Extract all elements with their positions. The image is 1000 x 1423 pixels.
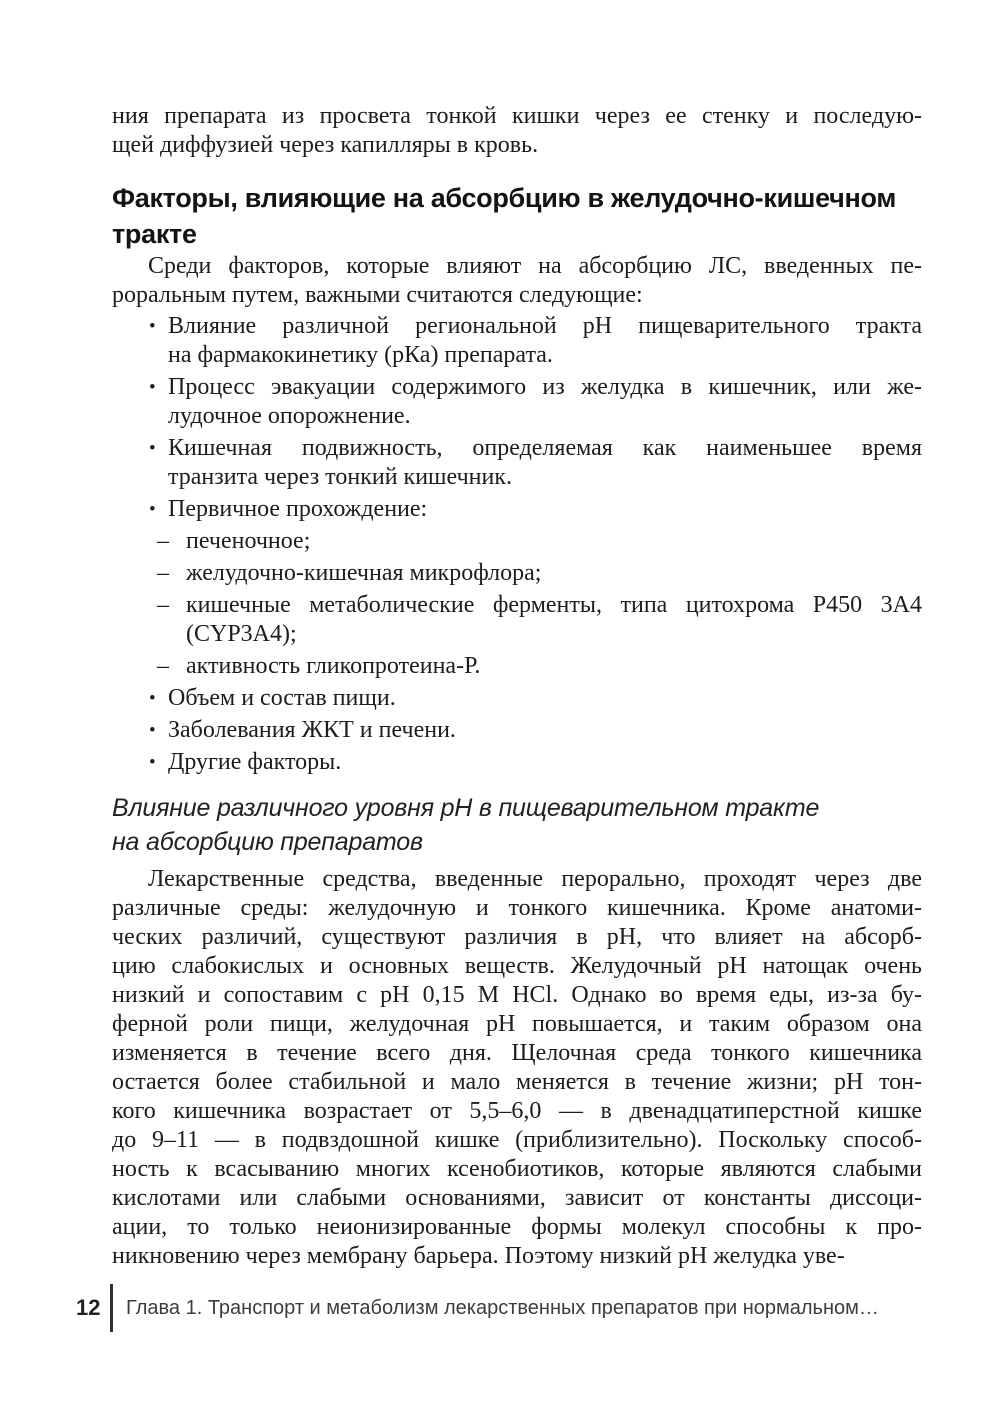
bullet-icon: • bbox=[149, 438, 156, 459]
bullet-icon: • bbox=[149, 377, 156, 398]
text-line: Объем и состав пищи. bbox=[168, 685, 396, 711]
text-line: щей диффузией через капилляры в кровь. bbox=[112, 132, 539, 158]
text-line: печеночное; bbox=[186, 528, 311, 554]
heading-line: Факторы, влияющие на абсорбцию в желудочно-кишечном bbox=[112, 183, 897, 213]
dash-icon: – bbox=[157, 653, 169, 679]
page-footer bbox=[76, 1284, 879, 1332]
list-subitem bbox=[112, 652, 922, 681]
text-line: до 9–11 — в подвздошной кишке (приблизительно). Поскольку способ- bbox=[112, 1127, 922, 1153]
page-text-block bbox=[112, 102, 922, 1271]
list-item bbox=[112, 495, 922, 524]
text-line: Первичное прохождение: bbox=[168, 496, 428, 522]
text-line: Другие факторы. bbox=[168, 749, 342, 775]
list-item bbox=[112, 434, 922, 492]
list-item bbox=[112, 748, 922, 777]
bullet-icon: • bbox=[149, 752, 156, 773]
text-line: цию слабокислых и основных веществ. Желудочный рН натощак очень bbox=[112, 953, 922, 979]
text-line: ния препарата из просвета тонкой кишки через ее стенку и последую- bbox=[112, 103, 922, 129]
bullet-icon: • bbox=[149, 720, 156, 741]
heading-line: Влияние различного уровня pH в пищеварительном тракте bbox=[112, 794, 820, 822]
text-line: Заболевания ЖКТ и печени. bbox=[168, 717, 456, 743]
text-line: Кишечная подвижность, определяемая как наименьшее время bbox=[168, 435, 922, 461]
bullet-icon: • bbox=[149, 688, 156, 709]
page-number: 12 bbox=[76, 1295, 101, 1320]
text-line: желудочно-кишечная микрофлора; bbox=[186, 560, 542, 586]
list-subitem bbox=[112, 559, 922, 588]
text-line: ческих различий, существуют различия в рН, что влияет на абсорб- bbox=[112, 924, 922, 950]
text-line: (CYP3A4); bbox=[186, 621, 297, 647]
paragraph-factors bbox=[112, 252, 922, 310]
list-item bbox=[112, 373, 922, 431]
text-line: ферной роли пищи, желудочная рН повышается, и таким образом она bbox=[112, 1011, 922, 1037]
section-heading bbox=[112, 180, 922, 252]
list-item bbox=[112, 312, 922, 370]
text-line: кислотами или слабыми основаниями, зависит от константы диссоци- bbox=[112, 1185, 922, 1211]
text-line: ации, то только неионизированные формы молекул способны к про- bbox=[112, 1214, 922, 1240]
list-subitem bbox=[112, 591, 922, 649]
text-line: Лекарственные средства, введенные перорально, проходят через две bbox=[148, 866, 922, 892]
chapter-running-title: Глава 1. Транспорт и метаболизм лекарственных препаратов при нормальном… bbox=[126, 1296, 879, 1319]
list-item bbox=[112, 684, 922, 713]
text-line: кишечные метаболические ферменты, типа цитохрома Р450 3А4 bbox=[186, 592, 922, 618]
footer-divider bbox=[110, 1284, 113, 1332]
text-line: кого кишечника возрастает от 5,5–6,0 — в двенадцатиперстной кишке bbox=[112, 1098, 922, 1124]
dash-icon: – bbox=[157, 592, 169, 618]
text-line: ность к всасыванию многих ксенобиотиков, которые являются слабыми bbox=[112, 1156, 922, 1182]
list-item bbox=[112, 716, 922, 745]
dash-icon: – bbox=[157, 528, 169, 554]
text-line: Влияние различной региональной рН пищеварительного тракта bbox=[168, 313, 922, 339]
text-line: Процесс эвакуации содержимого из желудка в кишечник, или же- bbox=[168, 374, 922, 400]
text-line: роральным путем, важными считаются следующие: bbox=[112, 282, 643, 308]
text-line: Среди факторов, которые влияют на абсорбцию ЛС, введенных пе- bbox=[148, 253, 922, 279]
subsection-heading bbox=[112, 791, 922, 859]
factor-list bbox=[112, 312, 922, 777]
text-line: различные среды: желудочную и тонкого кишечника. Кроме анатоми- bbox=[112, 895, 922, 921]
bullet-icon: • bbox=[149, 499, 156, 520]
text-line: остается более стабильной и мало меняется в течение жизни; рН тон- bbox=[112, 1069, 922, 1095]
text-line: изменяется в течение всего дня. Щелочная среда тонкого кишечника bbox=[112, 1040, 922, 1066]
text-line: транзита через тонкий кишечник. bbox=[168, 464, 513, 490]
text-line: на фармакокинетику (рКа) препарата. bbox=[168, 342, 553, 368]
heading-line: тракте bbox=[112, 219, 197, 249]
text-line: активность гликопротеина-Р. bbox=[186, 653, 481, 679]
paragraph-ph bbox=[112, 865, 922, 1271]
text-line: низкий и сопоставим с рН 0,15 М HCl. Однако во время еды, из-за бу- bbox=[112, 982, 922, 1008]
text-line: никновению через мембрану барьера. Поэтому низкий рН желудка уве- bbox=[112, 1243, 845, 1269]
heading-line: на абсорбцию препаратов bbox=[112, 828, 423, 856]
bullet-icon: • bbox=[149, 316, 156, 337]
text-line: лудочное опорожнение. bbox=[168, 403, 411, 429]
dash-icon: – bbox=[157, 560, 169, 586]
paragraph-intro bbox=[112, 102, 922, 160]
list-subitem bbox=[112, 527, 922, 556]
